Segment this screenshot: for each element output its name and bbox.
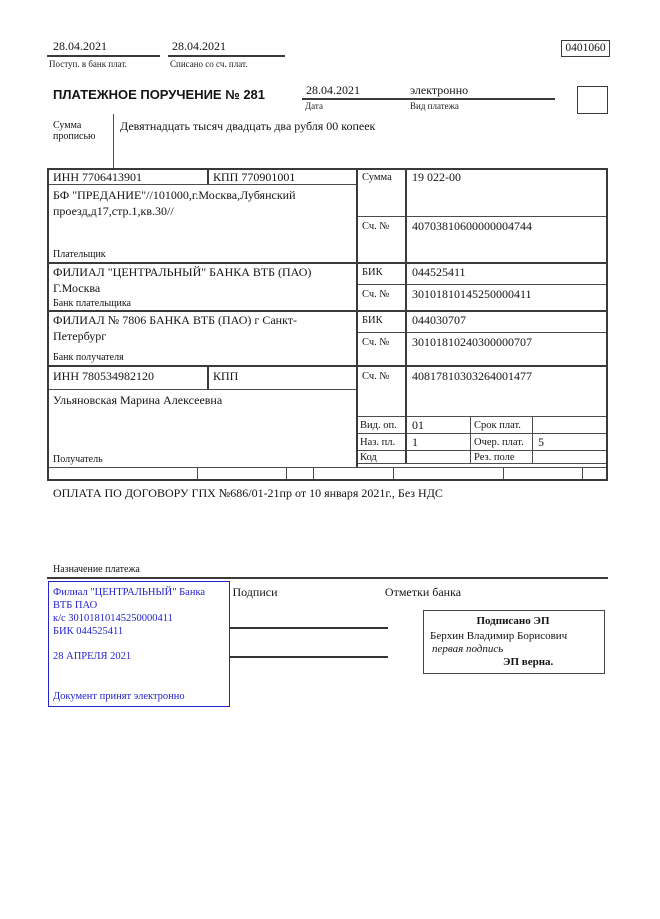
payer-bank-account-label: Сч. № — [362, 289, 390, 300]
pay-order-value: 5 — [538, 435, 544, 449]
sum-label: Сумма — [362, 172, 392, 183]
esign-kind: первая подпись — [432, 643, 504, 655]
table-line — [356, 332, 608, 333]
payee-bank-name-line2: Петербург — [53, 329, 107, 343]
payee-name: Ульяновская Марина Алексеевна — [53, 393, 223, 407]
strip-divider — [582, 467, 583, 479]
op-kind-label: Вид. оп. — [360, 420, 397, 431]
payer-kpp: КПП 770901001 — [213, 170, 296, 184]
strip-divider — [197, 467, 198, 479]
purpose-code-value: 1 — [412, 435, 418, 449]
signature-line-1 — [230, 627, 388, 629]
strip-divider — [503, 467, 504, 479]
strip-divider — [286, 467, 287, 479]
table-line — [356, 168, 358, 467]
payer-bank-account-value: 30101810145250000411 — [412, 287, 532, 301]
debited-date-underline — [168, 55, 285, 57]
payee-label: Получатель — [53, 454, 103, 465]
stamp-bik: БИК 044525411 — [53, 626, 124, 637]
table-line — [47, 262, 608, 264]
sum-value: 19 022-00 — [412, 170, 461, 184]
amount-words-label: Сумма прописью — [53, 120, 96, 142]
payer-label: Плательщик — [53, 249, 106, 260]
payer-account-label: Сч. № — [362, 221, 390, 232]
payee-account-label: Сч. № — [362, 371, 390, 382]
form-code-box: 0401060 — [561, 40, 610, 57]
pay-term-label: Срок плат. — [474, 420, 521, 431]
table-line — [356, 216, 608, 217]
received-date-underline — [47, 55, 160, 57]
amount-words-value: Девятнадцать тысяч двадцать два рубля 00 копеек — [120, 119, 376, 133]
table-line — [532, 416, 533, 463]
table-line — [47, 168, 49, 479]
table-line — [356, 450, 608, 451]
payee-bank-account-value: 30101810240300000707 — [412, 335, 532, 349]
payer-bank-bik-label: БИК — [362, 267, 383, 278]
table-line — [356, 284, 608, 285]
table-line — [47, 310, 608, 312]
document-title: ПЛАТЕЖНОЕ ПОРУЧЕНИЕ № 281 — [53, 87, 266, 102]
received-date-label: Поступ. в банк плат. — [49, 59, 127, 69]
bank-marks-header: Отметки банка — [384, 585, 462, 599]
payer-name-line1: БФ "ПРЕДАНИЕ"//101000,г.Москва,Лубянский — [53, 188, 296, 202]
doc-date-label: Дата — [305, 101, 323, 111]
payer-account-value: 40703810600000004744 — [412, 219, 532, 233]
table-line — [47, 479, 608, 481]
payment-kind-value: электронно — [410, 83, 469, 97]
received-date-value: 28.04.2021 — [53, 39, 107, 53]
payer-bank-bik-value: 044525411 — [412, 265, 466, 279]
pay-order-label: Очер. плат. — [474, 437, 524, 448]
payment-purpose-label: Назначение платежа — [53, 564, 140, 575]
esign-title: Подписано ЭП — [476, 615, 550, 627]
table-line — [47, 365, 608, 367]
table-line — [356, 416, 608, 417]
strip-divider — [393, 467, 394, 479]
strip-divider — [313, 467, 314, 479]
payer-bank-label: Банк плательщика — [53, 298, 131, 309]
reserve-field-label: Рез. поле — [474, 452, 515, 463]
payee-kpp-label: КПП — [213, 369, 239, 383]
signature-line-2 — [230, 656, 388, 658]
stamp-corr-account: к/с 30101810145250000411 — [53, 613, 173, 624]
payee-bank-bik-value: 044030707 — [412, 313, 466, 327]
debited-date-label: Списано со сч. плат. — [170, 59, 248, 69]
stamp-accepted-note: Документ принят электронно — [53, 691, 185, 702]
stamp-date: 28 АПРЕЛЯ 2021 — [53, 651, 132, 662]
payee-bank-account-label: Сч. № — [362, 337, 390, 348]
table-line — [207, 168, 209, 184]
payee-bank-bik-label: БИК — [362, 315, 383, 326]
payee-inn: ИНН 780534982120 — [53, 369, 154, 383]
payee-bank-name-line1: ФИЛИАЛ № 7806 БАНКА ВТБ (ПАО) г Санкт- — [53, 313, 297, 327]
op-kind-value: 01 — [412, 418, 424, 432]
payment-type-checkbox — [577, 86, 608, 114]
purpose-underline — [47, 577, 608, 579]
table-line — [405, 168, 407, 463]
debited-date-value: 28.04.2021 — [172, 39, 226, 53]
table-line — [606, 168, 608, 479]
purpose-code-label: Наз. пл. — [360, 437, 396, 448]
payment-purpose-text: ОПЛАТА ПО ДОГОВОРУ ГПХ №686/01-21пр от 10 января 2021г., Без НДС — [53, 486, 443, 500]
stamp-bank-line1: Филиал "ЦЕНТРАЛЬНЫЙ" Банка — [53, 587, 206, 598]
table-line — [47, 467, 608, 468]
payee-account-value: 40817810303264001477 — [412, 369, 532, 383]
payer-bank-name-line2: Г.Москва — [53, 281, 101, 295]
signatures-header: Подписи — [232, 585, 278, 599]
table-line — [356, 433, 608, 434]
payer-bank-name-line1: ФИЛИАЛ "ЦЕНТРАЛЬНЫЙ" БАНКА ВТБ (ПАО) — [53, 265, 312, 279]
payee-bank-label: Банк получателя — [53, 352, 124, 363]
stamp-bank-line2: ВТБ ПАО — [53, 600, 98, 611]
esign-valid: ЭП верна. — [503, 656, 554, 668]
table-line — [470, 416, 471, 463]
code-label: Код — [360, 452, 377, 463]
table-line — [47, 389, 356, 390]
table-line — [207, 365, 209, 389]
esign-name: Берхин Владимир Борисович — [430, 630, 568, 642]
payment-kind-underline — [407, 98, 555, 100]
doc-date-value: 28.04.2021 — [306, 83, 360, 97]
payer-inn: ИНН 7706413901 — [53, 170, 142, 184]
amount-words-divider — [113, 114, 114, 168]
payment-kind-label: Вид платежа — [410, 101, 459, 111]
payer-name-line2: проезд,д17,стр.1,кв.30// — [53, 204, 174, 218]
